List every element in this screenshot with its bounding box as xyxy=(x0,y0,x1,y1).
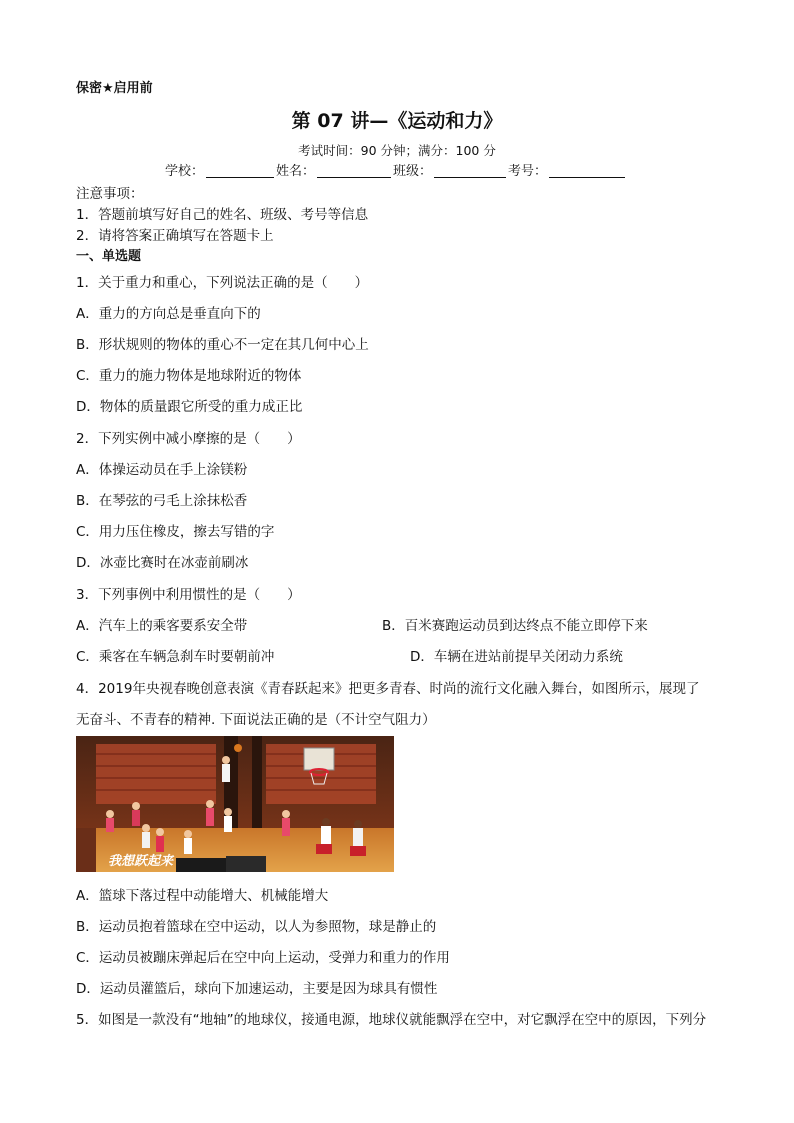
question-3-stem: 3．下列事例中利用惯性的是（ ） xyxy=(76,587,301,603)
number-blank[interactable] xyxy=(549,163,625,178)
question-2-stem: 2．下列实例中减小摩擦的是（ ） xyxy=(76,431,301,447)
student-info-fields xyxy=(165,160,627,179)
question-1-option-c: C．重力的施力物体是地球附近的物体 xyxy=(76,368,302,384)
question-5-stem: 5．如图是一款没有“地轴”的地球仪，接通电源，地球仪就能飘浮在空中，对它飘浮在空中的原因，下列分 xyxy=(76,1012,707,1028)
name-label: 姓名： xyxy=(276,164,316,179)
question-4-option-a: A．篮球下落过程中动能增大、机械能增大 xyxy=(76,888,329,904)
question-2-option-c: C．用力压住橡皮，擦去写错的字 xyxy=(76,524,275,540)
photo-caption: 我想跃起来 xyxy=(108,854,174,869)
question-3-option-b: B．百米赛跑运动员到达终点不能立即停下来 xyxy=(382,618,648,634)
question-4-stem-line-2: 无奋斗、不青春的精神. 下面说法正确的是（不计空气阻力） xyxy=(76,712,436,728)
question-4-photo xyxy=(76,736,394,872)
question-4-option-b: B．运动员抱着篮球在空中运动，以人为参照物，球是静止的 xyxy=(76,919,437,935)
question-2-option-d: D．冰壶比赛时在冰壶前刷冰 xyxy=(76,555,249,571)
name-blank[interactable] xyxy=(317,163,391,178)
question-3-option-c: C．乘客在车辆急刹车时要朝前冲 xyxy=(76,649,275,665)
question-4-stem-line-1: 4．2019年央视春晚创意表演《青春跃起来》把更多青春、时尚的流行文化融入舞台，如图所示，展现了 xyxy=(76,681,700,697)
class-blank[interactable] xyxy=(434,163,506,178)
class-label: 班级： xyxy=(393,164,433,179)
note-item-2: 2．请将答案正确填写在答题卡上 xyxy=(76,228,274,244)
question-1-option-d: D．物体的质量跟它所受的重力成正比 xyxy=(76,399,303,415)
note-item-1: 1．答题前填写好自己的姓名、班级、考号等信息 xyxy=(76,207,369,223)
exam-info: 考试时间：90 分钟；满分：100 分 xyxy=(298,143,496,158)
number-label: 考号： xyxy=(508,164,548,179)
question-2-option-b: B．在琴弦的弓毛上涂抹松香 xyxy=(76,493,248,509)
section-title: 一、单选题 xyxy=(76,249,142,264)
question-2-option-a: A．体操运动员在手上涂镁粉 xyxy=(76,462,248,478)
question-4-option-d: D．运动员灌篮后，球向下加速运动，主要是因为球具有惯性 xyxy=(76,981,438,997)
school-blank[interactable] xyxy=(206,163,274,178)
page-title: 第 07 讲—《运动和力》 xyxy=(291,110,503,132)
school-label: 学校： xyxy=(165,164,205,179)
question-3-option-a: A．汽车上的乘客要系安全带 xyxy=(76,618,248,634)
notes-title: 注意事项： xyxy=(76,186,144,202)
question-1-stem: 1．关于重力和重心，下列说法正确的是（ ） xyxy=(76,275,369,291)
confidential-label: 保密★启用前 xyxy=(76,81,153,96)
question-4-option-c: C．运动员被蹦床弹起后在空中向上运动，受弹力和重力的作用 xyxy=(76,950,450,966)
question-1-option-b: B．形状规则的物体的重心不一定在其几何中心上 xyxy=(76,337,369,353)
question-3-option-d: D．车辆在进站前提早关闭动力系统 xyxy=(410,649,623,665)
question-1-option-a: A．重力的方向总是垂直向下的 xyxy=(76,306,261,322)
